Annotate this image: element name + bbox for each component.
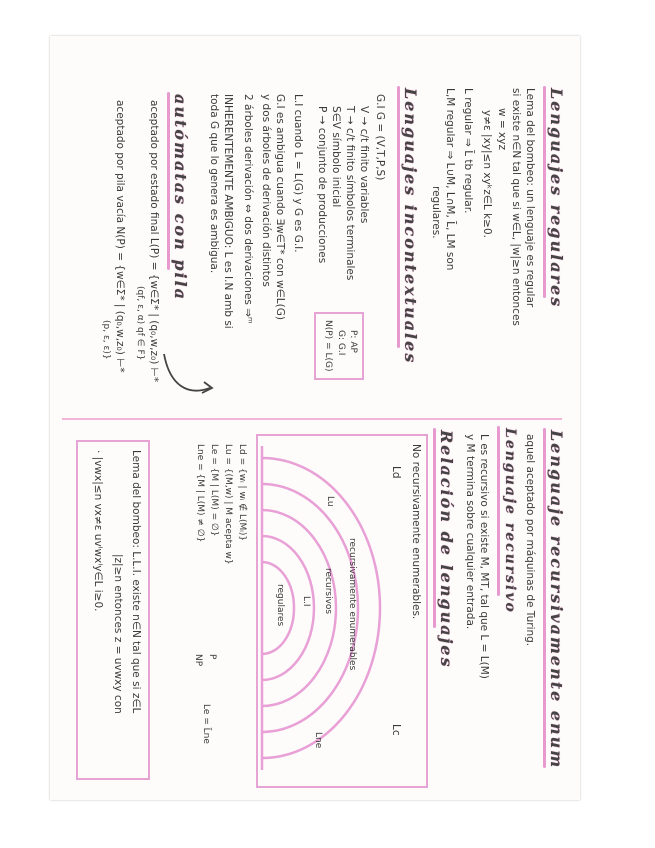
ap-gi-box-line3: N(P) = L(G): [323, 320, 333, 372]
lu-label: Lu: [325, 496, 335, 507]
gi-variables: V → c/t finito variables: [358, 106, 370, 224]
regulares-line4: y≠ε |xy|≤n xyᵏz∈L k≥0.: [481, 110, 493, 238]
regulares-line6: L,M regular ⇒ L∪M, L∩M, L̄, LM son: [444, 88, 456, 271]
re-line1: aquel aceptado por máquinas de Turing.: [524, 434, 536, 647]
connector-arrow: [50, 36, 580, 418]
lne-definition: Lne = {M | L(M) ≠ ∅}: [195, 444, 205, 543]
pila-title: autómatas con pila: [171, 94, 190, 302]
regulares-line5: L regular ⇒ L̄ tb regular.: [462, 88, 474, 214]
lne-label: Lne: [313, 732, 323, 749]
bombeo-li-box: [76, 440, 150, 780]
bombeo-li-line1: Lema del bombeo: L.L.I. existe n∈N tal que si z∈L: [130, 450, 142, 714]
lu-definition: Lu = {(M,w) | M acepta w}: [223, 444, 233, 565]
lc-definition: Le = L̄ne: [201, 704, 211, 744]
notebook-page: [50, 36, 580, 800]
pila-final-line1: aceptado por estado final L(P) = {w∈Σ* | (q₀,w,z₀) ⊢*: [148, 100, 160, 383]
relacion-title: Relación de lenguajes: [437, 430, 456, 669]
np-label: NP: [193, 654, 203, 667]
pila-final-line2: (qf, ε, α) qf ∈ F}: [135, 286, 145, 361]
regulares-line7: regulares.: [430, 186, 442, 239]
re-arc-label: recursivamente enumerables: [347, 538, 357, 671]
left-column: [50, 36, 580, 418]
le-definition: Le = {M | L(M) = ∅}: [209, 444, 219, 537]
ambiguity-line2: y dos árboles de derivación distintos: [260, 94, 272, 287]
regulares-arc-label: regulares: [275, 584, 285, 627]
pila-vacio-line1: aceptado por pila vacía N(P) = {w∈Σ* | (q₀,w,z₀) ⊢*: [114, 100, 126, 373]
gi-terminals: T → c/t finito símbolos terminales: [344, 106, 356, 281]
inherent-ambiguity-line1: INHERENTEMENTE AMBIGUO: L es I.N amb si: [222, 94, 234, 329]
recursivo-line3: y M termina sobre cualquier entrada.: [464, 434, 476, 630]
regulares-line1: Lema del bombeo: un lenguaje es regular: [524, 88, 536, 308]
li-definition: L.I cuando L = L(G) y G es G.I.: [292, 94, 304, 253]
gi-productions: P → conjunto de producciones: [316, 106, 328, 264]
p-label: P: [207, 654, 217, 660]
ld-definition: Ld = {wᵢ | wᵢ ∉ L(Mᵢ)}: [237, 444, 247, 542]
re-title: Lenguaje recursivamente enum: [547, 430, 566, 770]
bombeo-li-line2: |z|≥n entonces z = uvwxy con: [112, 554, 124, 714]
gi-definition: G.I G = (V,T,P,S): [374, 94, 386, 181]
pila-vacio-line2: (p, ε, ε)}: [101, 320, 111, 360]
right-column: [50, 418, 580, 800]
li-arc-label: L.I: [301, 596, 311, 607]
regulares-line3: w = xyz: [496, 108, 508, 150]
ld-label: Ld: [390, 466, 402, 479]
regulares-title: Lenguajes regulares: [547, 88, 566, 309]
lc-label: Lc: [390, 724, 402, 736]
ap-gi-box-line2: G: G.I: [336, 330, 346, 356]
recursivo-title: Lenguaje recursivo: [502, 428, 518, 614]
ambiguity-line1: G.I es ambigua cuando ∃w∈T* con w∈L(G): [274, 94, 286, 320]
regulares-line2: si existe n∈N tal que si w∈L, |w|≥n entonces: [510, 88, 522, 326]
incontextuales-title: Lenguajes incontextuales: [401, 88, 420, 365]
inherent-ambiguity-line2: toda G que lo genera es ambigua.: [208, 94, 220, 274]
recursivos-arc-label: recursivos: [323, 568, 333, 615]
derivation-trees-line: 2 árboles derivación ⇔ dos derivaciones ⇒ᵐ: [242, 94, 254, 324]
gi-start-symbol: S∈V símbolo inicial: [330, 106, 342, 208]
no-re-label: No recursivamente enumerables.: [410, 444, 422, 620]
rotated-page-content: [50, 36, 580, 800]
recursivo-line2: L es recursivo si existe M, MT, tal que L = L(M): [478, 434, 490, 679]
bombeo-li-line3: · |vwx|≤n vx≠ε uvⁱwxⁱy∈L i≥0.: [92, 450, 104, 612]
ap-gi-box-line1: P: AP: [348, 330, 358, 353]
